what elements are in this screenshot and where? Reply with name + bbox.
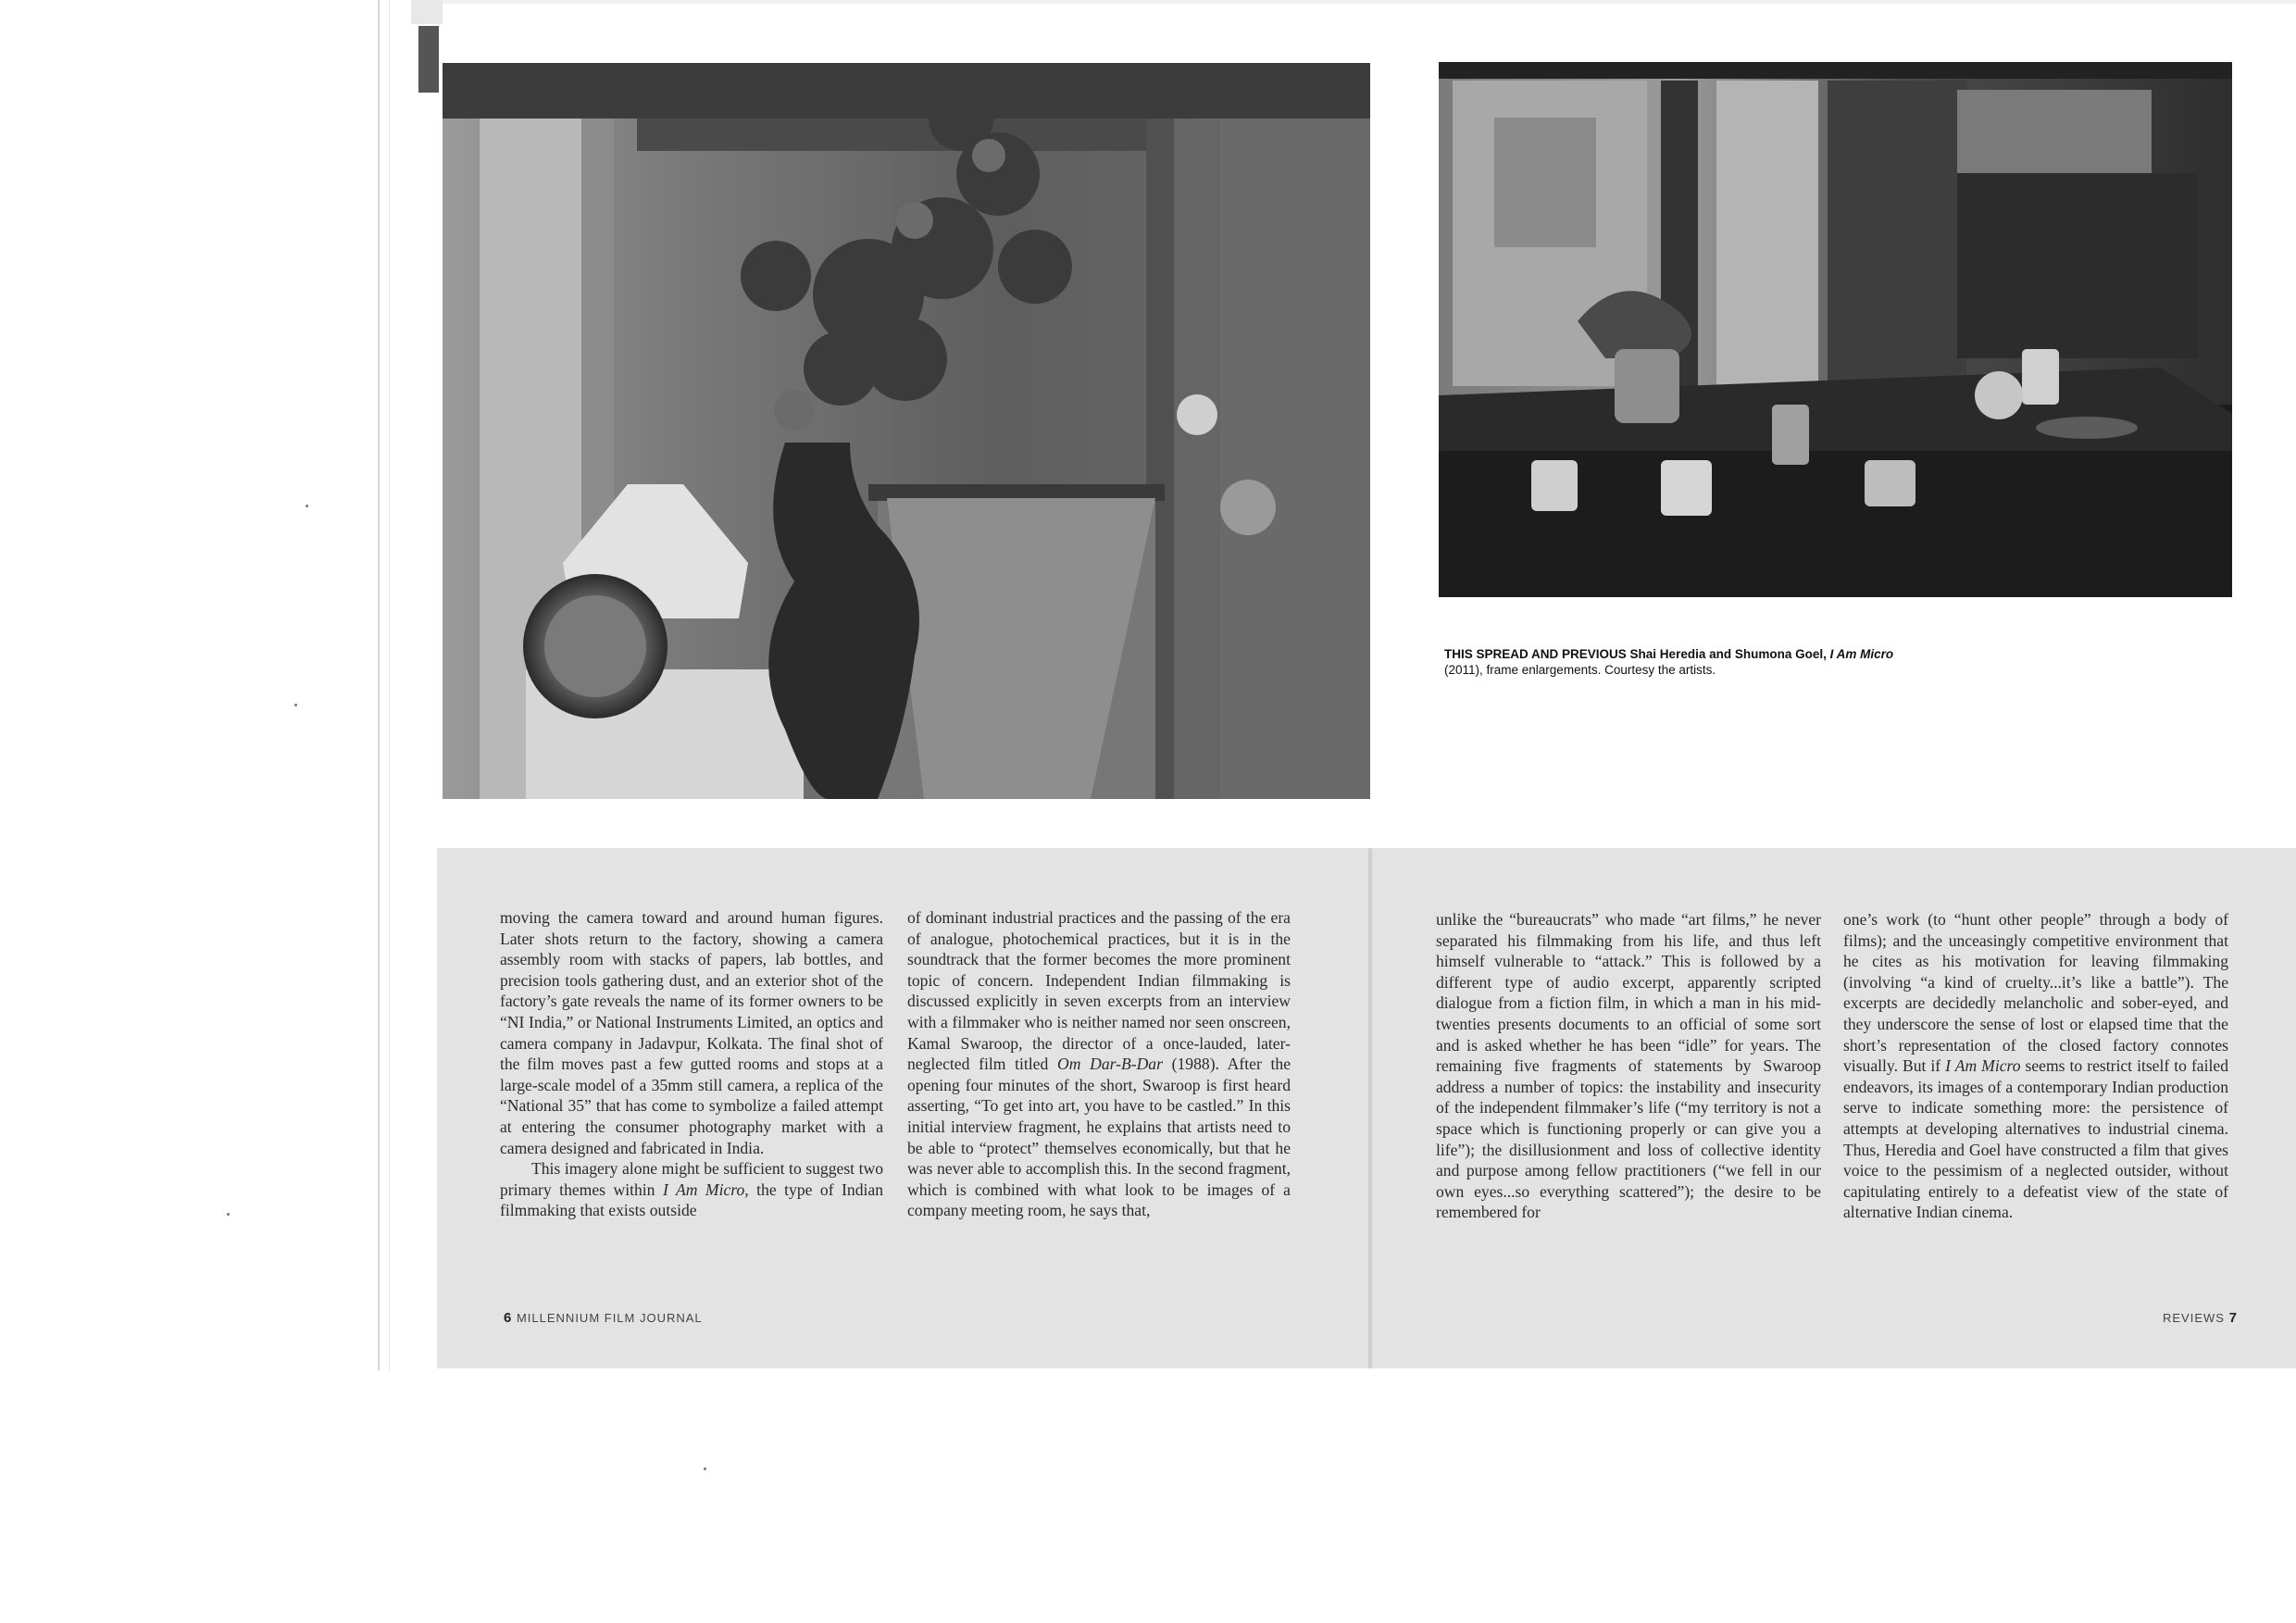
film-still-right [1439,62,2232,597]
scan-tab-mark [418,26,439,93]
figure-caption [1444,646,2092,678]
column-2-text: of dominant industrial practices and the passing of the era of analogue, photochemical practices, but it is in the soundtrack that the former becomes the more prominent topic of concern. Independent Indian filmmaking is discussed explicitly in seven excerpts from an interview with a filmmaker who is neither named nor seen onscreen, Kamal Swaroop, the director of a once-lauded, later-neglected film titled [907,908,1291,1074]
caption-credit: Shai Heredia and Shumona Goel, [1629,647,1827,661]
text-column-4 [1843,909,2228,1223]
scan-edge-line-secondary [389,0,390,1370]
caption-detail: (2011), frame enlargements. Courtesy the artists. [1444,663,1716,677]
scan-speck [704,1467,706,1470]
page-number-left: 6 [504,1310,513,1326]
page-gutter [1368,848,1372,1368]
folio-left [504,1310,703,1326]
text-column-3 [1436,909,1821,1223]
caption-lead: THIS SPREAD AND PREVIOUS [1444,647,1627,661]
column-2-paragraph [907,907,1291,1221]
column-3-paragraph: unlike the “bureaucrats” who made “art films,” he never separated his filmmaking from his life, and thus left himself vulnerable to “attack.” This is followed by a different type of audio excerpt, apparently scripted dialogue from a fiction film, in which a man in his mid-twenties presents documents to an official of some sort and is asked whether he has been “idle” for years. The remaining five fragments of statements by Swaroop address a number of topics: the instability and insecurity of the independent filmmaker’s life (“my territory is not a space which is functioning properly or can give you a life”); the disillusionment and loss of collective identity and purpose among fellow practitioners (“we fell in our own eyes...so everything scattered”); the desire to be remembered for [1436,910,1821,1222]
column-1-paragraph-1: moving the camera toward and around human figures. Later shots return to the factory, showing a camera assembly room with stacks of papers, lab bottles, and precision tools gathering dust, and an exterior shot of the factory’s gate reveals the name of its former owners to be “NI India,” or National Instruments Limited, an optics and camera company in Jadavpur, Kolkata. The final shot of the film moves past a few gutted rooms and stops at a large-scale model of a 35mm still camera, a replica of the “National 35” that has come to symbolize a failed attempt at entering the consumer photography market with a camera designed and fabricated in India. [500,908,883,1157]
column-4-film-title: I Am Micro [1945,1056,2021,1076]
journal-name: MILLENNIUM FILM JOURNAL [516,1311,703,1325]
column-1-text: This imagery alone might be sufficient to suggest two primary themes within [500,1159,883,1199]
section-name: REVIEWS [2163,1311,2225,1325]
column-4-text: one’s work (to “hunt other people” through a body of films); and the unceasingly competitive environment that he cites as his motivation for leaving filmmaking (involving “a kind of cruelty...it’s like a battle”). The excerpts are decidedly melancholic and sober-eyed, and they underscore the sense of lost or elapsed time that the short’s representation of the closed factory connotes visually. But if [1843,910,2228,1076]
column-2-text-end: (1988). After the opening four minutes of the short, Swaroop is first heard asserting, “To get into art, you have to be castled.” In this initial interview fragment, he explains that artists need to be able to “protect” themselves economically, but that he was never able to accomplish this. In the second fragment, which is combined with what look to be images of a company meeting room, he says that, [907,1055,1291,1220]
text-column-2 [907,907,1291,1221]
film-still-left-image [443,63,1370,799]
text-column-1 [500,907,883,1221]
column-1-paragraph-2 [500,1158,883,1221]
scan-speck [306,505,308,507]
caption-film-title: I Am Micro [1829,647,1894,661]
scan-speck [227,1213,230,1216]
column-4-paragraph [1843,909,2228,1223]
scan-edge-line [378,0,380,1370]
page-top-edge [443,0,2296,4]
column-1-film-title: I Am Micro, [662,1180,749,1199]
scan-speck [294,704,297,706]
film-still-right-image [1439,62,2232,597]
page-number-right: 7 [2228,1310,2238,1326]
column-1-text-end: the type of Indian filmmaking that exists outside [500,1180,883,1220]
column-2-film-title: Om Dar-B-Dar [1057,1055,1163,1074]
scan-tab-light [411,0,443,24]
film-still-left [443,63,1370,799]
folio-right [2163,1310,2238,1326]
column-4-text-end: seems to restrict itself to failed endeavors, its images of a contemporary Indian production serve to indicate something more: the persistence of attempts at developing alternatives to industrial cinema. Thus, Heredia and Goel have constructed a film that gives voice to the pessimism of a neglected outsider, without capitulating entirely to a defeatist view of the state of alternative Indian cinema. [1843,1056,2228,1222]
